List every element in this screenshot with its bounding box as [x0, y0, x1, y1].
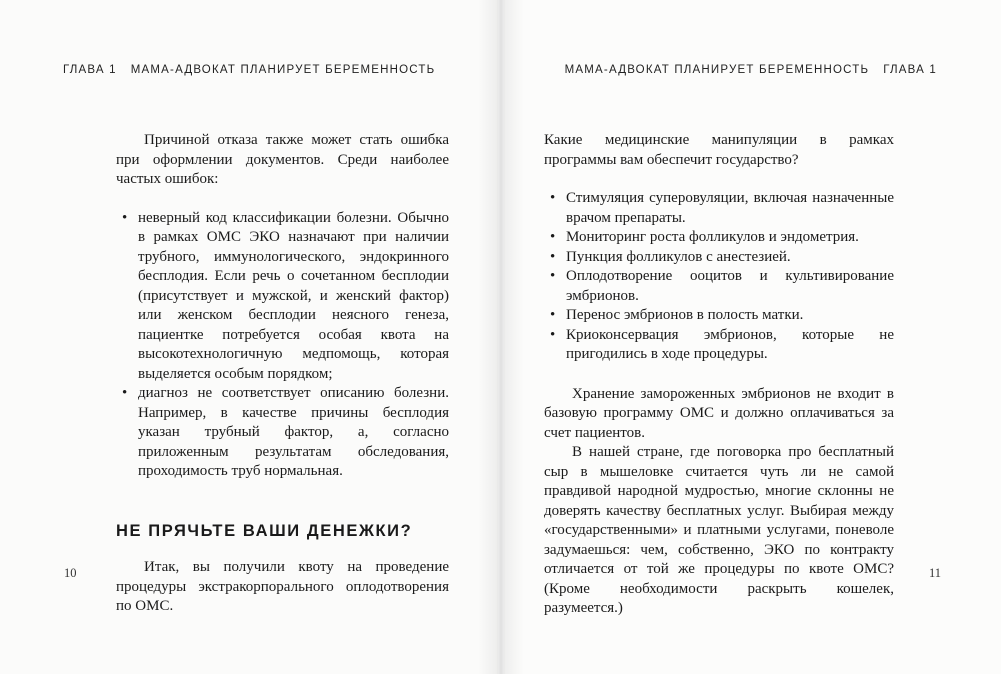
- list-item: • неверный код классификации болезни. Обычно в рамках ОМС ЭКО назначают при наличии трубного, иммунологического, эндокринного бесплодия. Если речь о сочетанном бесплодии (присутствует и мужской, и женский фактор) или женском бесплодии неясного генеза, пациентке потребуется особая квота на высокотехнологичную медпомощь, которая выделяется особым порядком;: [116, 209, 449, 385]
- left-chapter-label: ГЛАВА 1: [63, 64, 117, 76]
- list-item: • Пункция фолликулов с анестезией.: [544, 248, 894, 268]
- right-running-head: [565, 64, 937, 76]
- storage-paragraph: Хранение замороженных эмбрионов не входит в базовую программу ОМС и должно оплачиваться за счет пациентов.: [544, 385, 894, 441]
- book-gutter: [478, 0, 524, 674]
- country-paragraph: В нашей стране, где поговорка про бесплатный сыр в мышеловке считается чуть ли не самой правдивой народной мудростью, многие склонны не доверять качеству бесплатных услуг. Выбирая между «государственными» и платными услугами, поневоле задумаешься: чем, собственно, ЭКО по контракту отличается от той же процедуры по квоте ОМС? (Кроме необходимости раскрыть кошелек, разумеется.): [544, 444, 894, 616]
- right-body: [544, 131, 894, 619]
- procedures-list: [544, 189, 894, 365]
- right-book-title: МАМА-АДВОКАТ ПЛАНИРУЕТ БЕРЕМЕННОСТЬ: [564, 64, 870, 76]
- left-closing-paragraph: Итак, вы получили квоту на проведение процедуры экстракорпорального оплодотворения по ОМС.: [116, 559, 449, 614]
- right-page-number: 11: [929, 566, 942, 580]
- right-page: [504, 0, 1001, 674]
- left-book-title: МАМА-АДВОКАТ ПЛАНИРУЕТ БЕРЕМЕННОСТЬ: [130, 64, 436, 76]
- right-chapter-label: ГЛАВА 1: [883, 64, 937, 76]
- list-item: • Мониторинг роста фолликулов и эндометрия.: [544, 228, 894, 248]
- list-item: • Оплодотворение ооцитов и культивирование эмбрионов.: [544, 267, 894, 306]
- left-intro-paragraph: Причиной отказа также может стать ошибка при оформлении документов. Среди наиболее частых ошибок:: [116, 132, 449, 187]
- left-page: [0, 0, 498, 674]
- left-running-head: [63, 64, 435, 76]
- list-item: • диагноз не соответствует описанию болезни. Например, в качестве причины бесплодия указан трубный фактор, а, согласно приложенным результатам обследования, проходимость труб нормальная.: [116, 384, 449, 482]
- list-item: • Криоконсервация эмбрионов, которые не пригодились в ходе процедуры.: [544, 326, 894, 365]
- question-paragraph: Какие медицинские манипуляции в рамках программы вам обеспечит государство?: [544, 132, 894, 168]
- list-item: • Перенос эмбрионов в полость матки.: [544, 306, 894, 326]
- list-item: • Стимуляция суперовуляции, включая назначенные врачом препараты.: [544, 189, 894, 228]
- error-list: [116, 209, 449, 482]
- left-page-number: 10: [64, 566, 77, 580]
- section-heading: НЕ ПРЯЧЬТЕ ВАШИ ДЕНЕЖКИ?: [116, 521, 413, 540]
- left-body: [116, 131, 449, 617]
